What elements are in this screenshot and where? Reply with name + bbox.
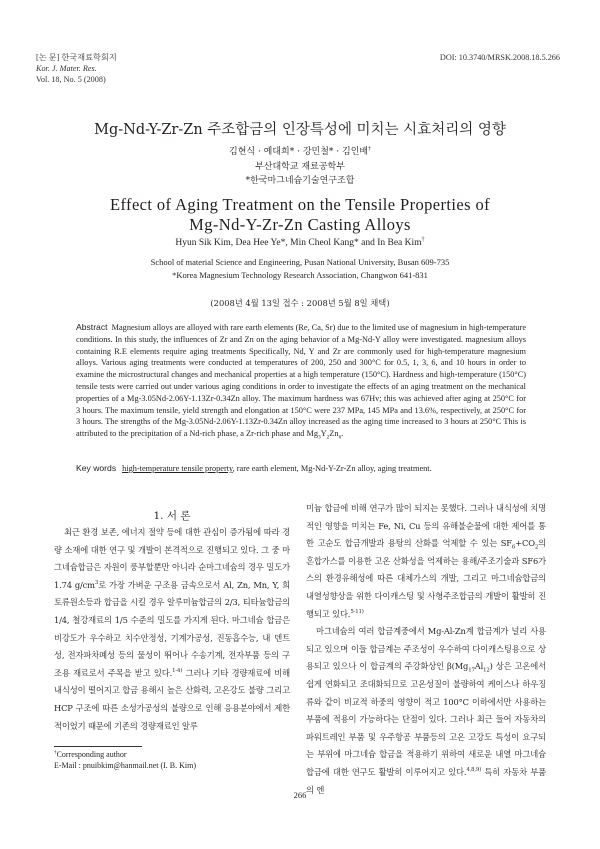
keywords-label: Key words	[76, 463, 117, 473]
affiliation-en-2: *Korea Magnesium Technology Research Association, Changwon 641-831	[172, 270, 428, 280]
author-email: E-Mail : pnuibkim@hanmail.net (I. B. Kim)	[54, 761, 197, 770]
affiliation-ko-2: *한국마그네슘기술연구조합	[245, 176, 355, 186]
citation: 5-11)	[350, 608, 364, 615]
section-1-title: 1. 서 론	[153, 510, 191, 522]
keywords	[76, 463, 546, 473]
corresponding-mark-en: †	[421, 236, 425, 243]
footnote-rule	[54, 746, 142, 747]
affiliation-ko-1: 부산대학교 재료공학부	[255, 162, 345, 172]
authors-english-names: Hyun Sik Kim, Dea Hee Ye*, Min Cheol Kang* and In Bea Kim	[175, 238, 422, 248]
citation: 1-4)	[172, 667, 183, 674]
title-english-line-2: Mg-Nd-Y-Zr-Zn Casting Alloys	[189, 215, 411, 234]
received-accepted-dates: (2008년 4월 13일 접수 : 2008년 5월 8일 채택)	[210, 298, 390, 308]
footnote	[54, 749, 196, 771]
keyword-underlined: high-temperature tensile property	[122, 464, 233, 473]
journal-name-ko: [논 문] 한국재료학회지	[36, 53, 117, 62]
affiliation-en-1: School of material Science and Engineering, Pusan National University, Busan 609-735	[150, 257, 450, 267]
right-paragraph-2: 마그네슘의 여러 합금계중에서 Mg-Al-Zn계 합금계가 널리 사용되고 있으며 이들 합금계는 주조성이 우수하여 다이캐스팅용으로 상용되고 있으나 이 합금계의 주강화상인 $\beta(Mg_{17}Al_{12})$ 상은 고온에서 쉽게 연화되고 조대화되므로 고온성질이 불량하여 케이스나 하우징류와 같이 비교적 하중의 영향이 적고 100°C 이하에서만 사용하는 부품에 적용이 가능하다는 단점이 있다. 그러나 최근 들어 자동차의 파워트레인 부품 및 우주항공 부품등의 고온 고강도 특성이 요구되는 부위에 마그네슘 합금을 적용하기 위하여 새로운 내열 마그네슘 합금에 대한 연구도 활발히 이루어지고 있다.$^{4,8,9)}$ 특히 자동차 부품의 엔	[306, 626, 546, 795]
abstract-label: Abstract	[76, 322, 108, 332]
affiliations-korean	[0, 160, 600, 188]
right-paragraph-1: 미늄 합금에 비해 연구가 많이 되지는 못했다. 그러나 내식성에 치명적인 영향을 미치는 Fe, Ni, Cu 등의 유해불순물에 대한 제어를 통한 고순도 합금개발과 용탕의 산화를 억제할 수 있는 $SF_6+CO_2$의 혼합가스를 이용한 고온 산화성을 억제하는 용해/주조기술과 SF6가스의 환경유해성에 따른 대체가스의 개발, 그리고 마그네슘합금의 내열성향상을 위한 다이캐스팅 및 사형주조합금의 개발이 활발히 진행되고 있다.$^{5-11)}$	[306, 503, 546, 619]
affiliations-english	[0, 256, 600, 282]
corresponding-mark: †	[368, 146, 371, 152]
doi: DOI: 10.3740/MRSK.2008.18.5.266	[439, 53, 560, 62]
title-korean: Mg-Nd-Y-Zr-Zn 주조합금의 인장특성에 미치는 시효처리의 영향	[94, 122, 506, 138]
authors-english	[0, 238, 600, 248]
title-english	[0, 195, 600, 235]
abstract-text: Magnesium alloys are alloyed with rare earth elements (Re, Ca, Sr) due to the limited use of magnesium in high-temperature conditions. In this study, the influences of Zr and Zn on the aging behavior of a Mg-Nd-Y alloy were investigated. magnesium alloys containing R.E elements require aging treatments Specifically, Nd, Y and Zr are commonly used for high-temperature magnesium alloys. Various aging treatments were conducted at temperatures of 200, 250 and 300°C for 0.5, 1, 3, 6, and 10 hours in order to examine the microstructural changes and mechanical properties at a high temperature (150°C). Hardness and high-temperature (150°C) tensile tests were carried out under various aging conditions in order to investigate the effects of an aging treatment on the mechanical properties of a Mg-3.05Nd-2.06Y-1.13Zr-0.34Zn alloy. The maximum hardness was 67Hv; this was achieved after aging at 250°C for 3 hours. The maximum tensile, yield strength and elongation at 150°C were 237 MPa, 145 MPa and 13.6%, respectively, at 250°C for 3 hours. The strengths of the Mg-3.05Nd-2.06Y-1.13Zr-0.34Zn alloy increased as the aging time increased to 3 hours at 250°C This is attributed to the precipitation of a Nd-rich phase, a Zr-rich phase and	[76, 323, 526, 439]
page-number: 266	[293, 790, 307, 800]
authors-korean	[0, 144, 600, 157]
title-english-line-1: Effect of Aging Treatment on the Tensile Properties of	[109, 195, 491, 214]
left-paragraph-1: 최근 환경 보존, 에너지 절약 등에 대한 관심이 증가됨에 따라 경량 소재에 대한 연구 및 개발이 본격적으로 진행되고 있다. 그 중 마그네슘합금은 자원이 풍부할뿐만 아니라 순마그네슘의 경우 밀도가 1.74 $g/cm^3$로 가장 가벼운 구조용 금속으로서 Al, Zn, Mn, Y, 희토류원소등과 합금을 시킬 경우 알루미늄합금의 2/3, 티타늄합금의 1/4, 철강재료의 1/5 수준의 밀도를 가지게 된다. 마그네슘 합금은 비강도가 우수하고 치수안정성, 기계가공성, 진동흡수능, 내 덴트성, 전자파차폐성 등의 물성이 뛰어나 수송기계, 전자부품 등의 구조용 재료로서 주목을 받고 있다.$^{1-4)}$ 그러나 기타 경량재료에 비해 내식성이 떨어지고 합금 용해시 높은 산화력, 고온강도 불량 그리고 HCP 구조에 따른 소성가공성의 불량으로 인해 응용분야에서 제한적이었기 때문에 기존의 경량재료인 알루	[54, 527, 291, 731]
corresponding-author: †Corresponding author	[54, 749, 127, 759]
citation: 4,8,9)	[466, 767, 482, 774]
formula-mg3y2zn6: $Mg_3Y_2Zn_6$	[306, 429, 342, 441]
left-column	[54, 524, 290, 735]
right-column	[306, 500, 546, 799]
journal-abbreviation: Kor. J. Mater. Res.	[36, 64, 97, 73]
journal-volume: Vol. 18, No. 5 (2008)	[36, 75, 106, 84]
authors-korean-names: 김현식 · 예대희* · 강민철* · 김인배	[229, 147, 369, 157]
abstract: Abstract Magnesium alloys are alloyed with rare earth elements (Re, Ca, Sr) due to the limited use of magnesium in high-temperature conditions. In this study, the influences of Zr and Zn on the aging behavior of a Mg-Nd-Y alloy were investigated. magnesium alloys containing R.E elements require aging treatments Specifically, Nd, Y and Zr are commonly used for high-temperature magnesium alloys. Various aging treatments were conducted at temperatures of 200, 250 and 300°C for 0.5, 1, 3, 6, and 10 hours in order to examine the microstructural changes and mechanical properties at a high temperature (150°C). Hardness and high-temperature (150°C) tensile tests were carried out under various aging conditions in order to investigate the effects of an aging treatment on the mechanical properties of a Mg-3.05Nd-2.06Y-1.13Zr-0.34Zn alloy. The maximum hardness was 67Hv; this was achieved after aging at 250°C for 3 hours. The maximum tensile, yield strength and elongation at 150°C were 237 MPa, 145 MPa and 13.6%, respectively, at 250°C for 3 hours. The strengths of the Mg-3.05Nd-2.06Y-1.13Zr-0.34Zn alloy increased as the aging time increased to 3 hours at 250°C This is attributed to the precipitation of a Nd-rich phase, a Zr-rich phase and $Mg_3Y_2Zn_6$.	[76, 322, 526, 441]
journal-header	[36, 52, 117, 85]
keywords-rest: , rare earth element, Mg-Nd-Y-Zr-Zn alloy, aging treatment.	[232, 464, 432, 473]
